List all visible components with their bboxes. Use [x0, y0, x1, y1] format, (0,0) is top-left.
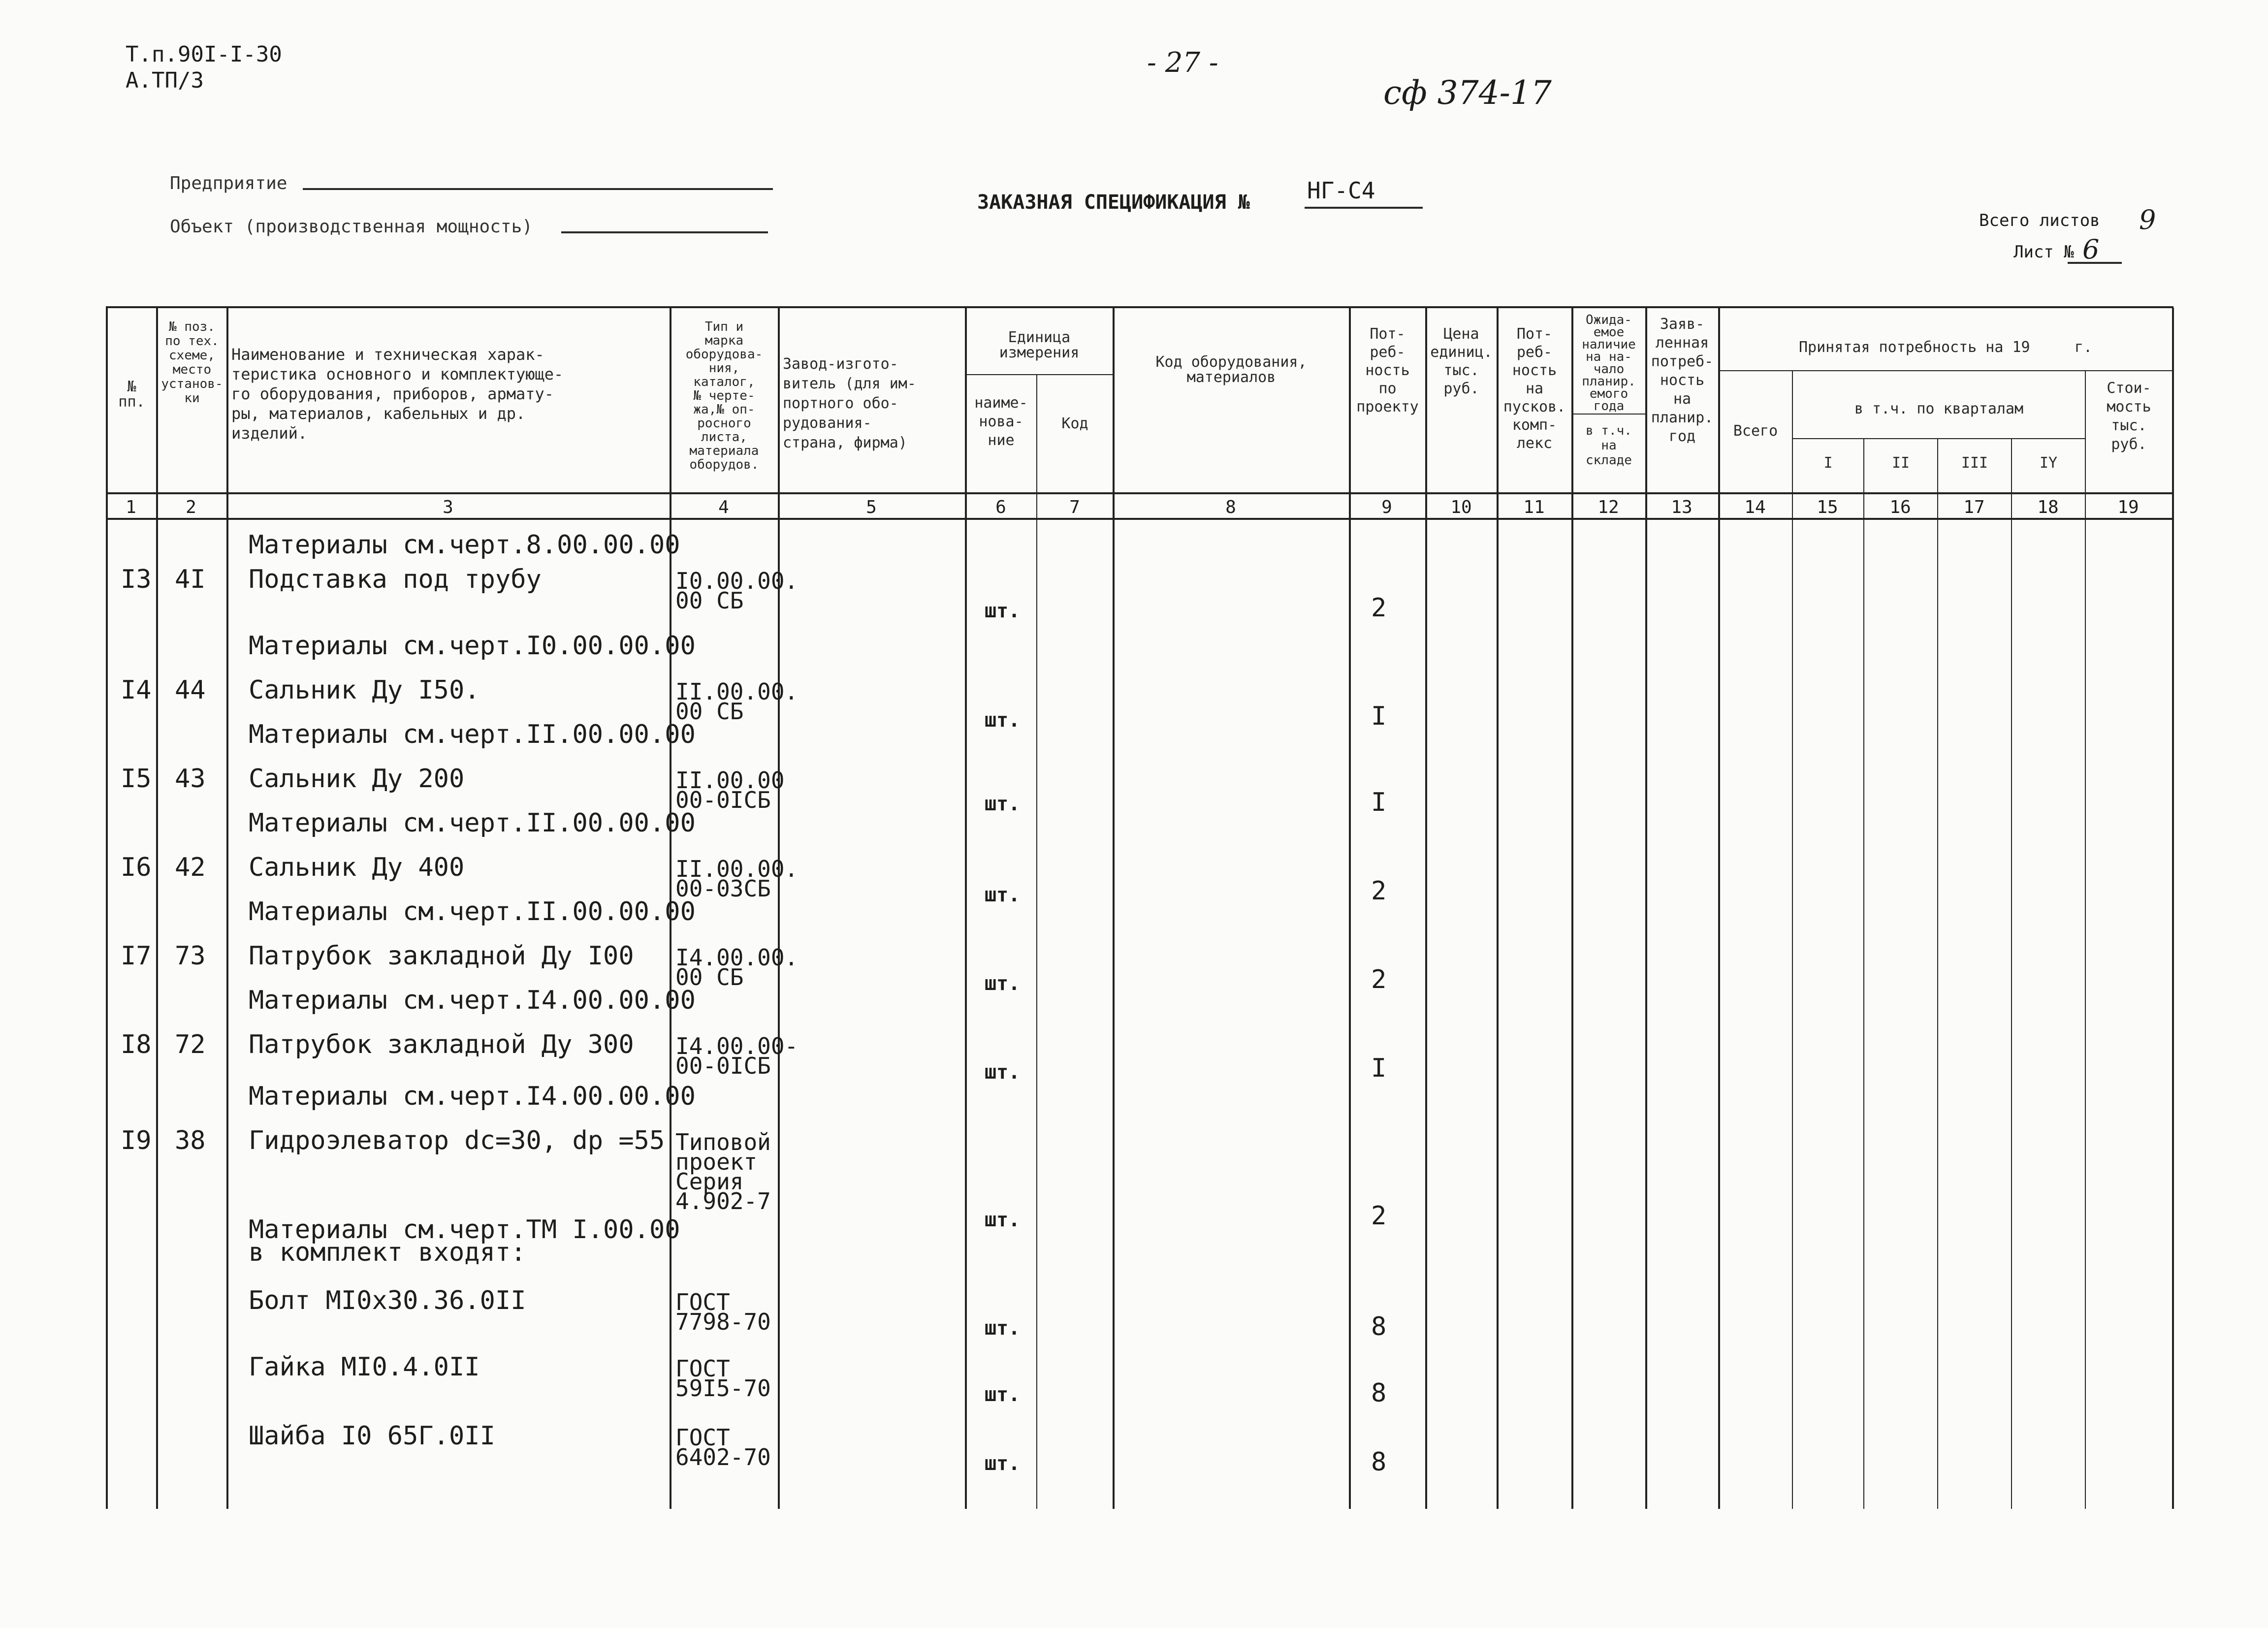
position-number: 72	[175, 1030, 206, 1059]
unit-name: шт.	[985, 709, 1021, 732]
col-line	[2011, 438, 2012, 1509]
col-number: 3	[443, 497, 453, 517]
col-header-8: Код оборудования, материалов	[1155, 353, 1307, 386]
quantity: 8	[1371, 1312, 1387, 1341]
item-description: Гидроэлеватор dc=30, dp =55	[249, 1126, 665, 1155]
col-header-12-stock: в т.ч. на складе	[1586, 423, 1632, 468]
quantity: 8	[1371, 1378, 1387, 1408]
item-drawing-code: I4.00.00- 00-0IСБ	[675, 1033, 799, 1079]
col-header-15: I	[1823, 454, 1833, 472]
item-description: Подставка под трубу	[249, 565, 542, 594]
col-number: 17	[1963, 497, 1985, 517]
col-number: 8	[1225, 497, 1236, 517]
col-line	[226, 308, 228, 1509]
sheet-value: 6	[2082, 234, 2100, 265]
unit-name: шт.	[985, 1209, 1021, 1231]
col-line	[1349, 308, 1351, 1509]
item-description: Материалы см.черт.II.00.00.00	[249, 720, 696, 749]
col-header-6: наиме- нова- ние	[974, 394, 1028, 449]
quantity: 2	[1371, 965, 1387, 994]
table-top-border	[106, 306, 2173, 308]
item-description: Сальник Ду 200	[249, 764, 465, 794]
quantity: 2	[1371, 876, 1387, 906]
col-line	[1036, 374, 1037, 1509]
position-number: 44	[175, 675, 206, 705]
item-description: Материалы см.черт.I0.00.00.00	[249, 631, 696, 661]
quantity: 8	[1371, 1447, 1387, 1477]
col-number: 1	[126, 497, 136, 517]
col-header-13: Заяв- ленная потреб- ность на планир. год	[1651, 316, 1714, 445]
col-number: 16	[1889, 497, 1911, 517]
col-header-14: Всего	[1733, 422, 1778, 440]
item-drawing-code: Типовой проект Серия 4.902-7	[675, 1129, 771, 1214]
col-number: 15	[1817, 497, 1838, 517]
item-drawing-code: II.00.00 00-0IСБ	[675, 767, 785, 813]
unit-name: шт.	[985, 884, 1021, 906]
unit-name: шт.	[985, 600, 1021, 622]
row-number: I3	[121, 565, 152, 594]
col-line	[2085, 370, 2086, 1509]
stock-sub-line	[1571, 414, 1645, 415]
col-number: 6	[995, 497, 1006, 517]
spec-number: НГ-С4	[1307, 177, 1375, 204]
col-header-16: II	[1891, 454, 1910, 472]
col-header-1: № пп.	[118, 378, 145, 411]
col-line	[1937, 438, 1938, 1509]
quarter-sub-line	[1792, 438, 2085, 439]
col-header-11: Пот- реб- ность на пусков. комп- лекс	[1503, 325, 1566, 452]
item-drawing-code: I0.00.00. 00 СБ	[675, 568, 799, 614]
item-description: Шайба I0 65Г.0II	[249, 1421, 495, 1451]
position-number: 4I	[175, 565, 206, 594]
object-underline	[561, 231, 768, 233]
col-line	[1863, 438, 1864, 1509]
col-line	[778, 308, 780, 1509]
col-line	[1571, 308, 1573, 1509]
col-header-19: Стои- мость тыс. руб.	[2107, 380, 2151, 453]
row-number: I6	[121, 853, 152, 882]
unit-group-line	[965, 374, 1113, 375]
sheet-label: Лист №	[2013, 242, 2074, 262]
col-number: 12	[1597, 497, 1619, 517]
col-line	[156, 308, 158, 1509]
customer-underline	[303, 188, 773, 190]
album-code: А.ТП/3	[126, 68, 204, 93]
col-number: 14	[1744, 497, 1766, 517]
col-number: 19	[2117, 497, 2139, 517]
col-line	[1497, 308, 1499, 1509]
quantity: I	[1371, 788, 1387, 817]
col-header-12: Ожида- емое наличие на на- чало планир. емого года	[1582, 313, 1636, 414]
document-code: Т.п.90I-I-30	[126, 42, 282, 67]
customer-label: Предприятие	[170, 173, 287, 193]
col-header-17: III	[1961, 454, 1988, 472]
item-description: Сальник Ду I50.	[249, 675, 480, 705]
item-description: Болт МI0х30.36.0II	[249, 1286, 526, 1315]
quantity: I	[1371, 1053, 1387, 1083]
col-header-2: № поз. по тех. схеме, место установ- ки	[161, 319, 223, 406]
item-drawing-code: II.00.00. 00-03СБ	[675, 856, 799, 902]
col-header-7: Код	[1061, 415, 1088, 432]
col-header-9: Пот- реб- ность по проекту	[1356, 325, 1419, 415]
quantity: I	[1371, 702, 1387, 731]
item-drawing-code: ГОСТ 59I5-70	[675, 1355, 771, 1402]
object-label: Объект (производственная мощность)	[170, 217, 533, 237]
row-number: I5	[121, 764, 152, 794]
col-line	[1645, 308, 1647, 1509]
col-line	[1718, 308, 1720, 1509]
col-header-accepted-group: Принятая потребность на 19 г.	[1798, 339, 2093, 356]
col-number: 9	[1381, 497, 1392, 517]
col-number: 13	[1671, 497, 1693, 517]
col-number: 11	[1523, 497, 1545, 517]
total-sheets-label: Всего листов	[1979, 211, 2100, 230]
sheet-underline	[2068, 262, 2122, 264]
handwritten-reference: сф 374-17	[1383, 74, 1552, 112]
position-number: 73	[175, 941, 206, 971]
quantity: 2	[1371, 593, 1387, 623]
col-line	[2172, 308, 2174, 1509]
quantity: 2	[1371, 1201, 1387, 1231]
col-header-quarters-group: в т.ч. по кварталам	[1854, 400, 2024, 417]
item-drawing-code: II.00.00. 00 СБ	[675, 678, 799, 725]
col-number: 4	[718, 497, 729, 517]
col-header-4: Тип и марка оборудова- ния, каталог, № черте- жа,№ оп- росного листа, материала оборудов.	[685, 319, 763, 472]
item-description: Гайка МI0.4.0II	[249, 1352, 480, 1382]
item-description: Материалы см.черт.I4.00.00.00	[249, 1082, 696, 1111]
col-number: 18	[2037, 497, 2059, 517]
unit-name: шт.	[985, 1061, 1021, 1084]
item-description: Патрубок закладной Ду I00	[249, 941, 634, 971]
position-number: 38	[175, 1126, 206, 1155]
item-description: Материалы см.черт.II.00.00.00	[249, 808, 696, 838]
col-number: 7	[1069, 497, 1080, 517]
unit-name: шт.	[985, 972, 1021, 995]
item-description: Сальник Ду 400	[249, 853, 465, 882]
unit-name: шт.	[985, 793, 1021, 815]
page-number: - 27 -	[1147, 47, 1218, 79]
accepted-group-line	[1718, 370, 2173, 371]
col-header-unit-group: Единица измерения	[999, 329, 1080, 361]
col-line	[1425, 308, 1427, 1509]
col-header-3: Наименование и техническая харак- теристика основного и комплектующе- го оборудования, приборов, армату- ры, материалов, кабельных и др. изделий.	[231, 345, 564, 443]
col-header-18: IY	[2039, 454, 2058, 472]
spec-number-underline	[1305, 207, 1423, 209]
col-line	[1792, 370, 1793, 1509]
col-number: 10	[1450, 497, 1472, 517]
item-drawing-code: ГОСТ 7798-70	[675, 1289, 771, 1335]
item-description: Материалы см.черт.I4.00.00.00	[249, 986, 696, 1015]
row-number: I7	[121, 941, 152, 971]
row-number: I9	[121, 1126, 152, 1155]
position-number: 43	[175, 764, 206, 794]
row-number: I8	[121, 1030, 152, 1059]
col-line	[965, 308, 967, 1509]
row-number: I4	[121, 675, 152, 705]
unit-name: шт.	[985, 1383, 1021, 1406]
col-line	[1113, 308, 1115, 1509]
total-sheets-value: 9	[2139, 204, 2156, 235]
col-header-10: Цена единиц. тыс. руб.	[1430, 325, 1493, 397]
item-drawing-code: ГОСТ 6402-70	[675, 1424, 771, 1470]
item-description: Патрубок закладной Ду 300	[249, 1030, 634, 1059]
spec-title: ЗАКАЗНАЯ СПЕЦИФИКАЦИЯ №	[977, 191, 1250, 214]
position-number: 42	[175, 853, 206, 882]
unit-name: шт.	[985, 1452, 1021, 1475]
col-line	[106, 308, 108, 1509]
col-header-5: Завод-изгото- витель (для им- портного обо- рудования- страна, фирма)	[783, 355, 916, 451]
unit-name: шт.	[985, 1317, 1021, 1340]
item-description: Материалы см.черт.8.00.00.00	[249, 530, 680, 560]
item-description: Материалы см.черт.II.00.00.00	[249, 897, 696, 926]
item-drawing-code: I4.00.00. 00 СБ	[675, 944, 799, 990]
col-number: 5	[866, 497, 877, 517]
item-description: Материалы см.черт.ТМ I.00.00 в комплект входят:	[249, 1215, 680, 1267]
col-number: 2	[186, 497, 196, 517]
